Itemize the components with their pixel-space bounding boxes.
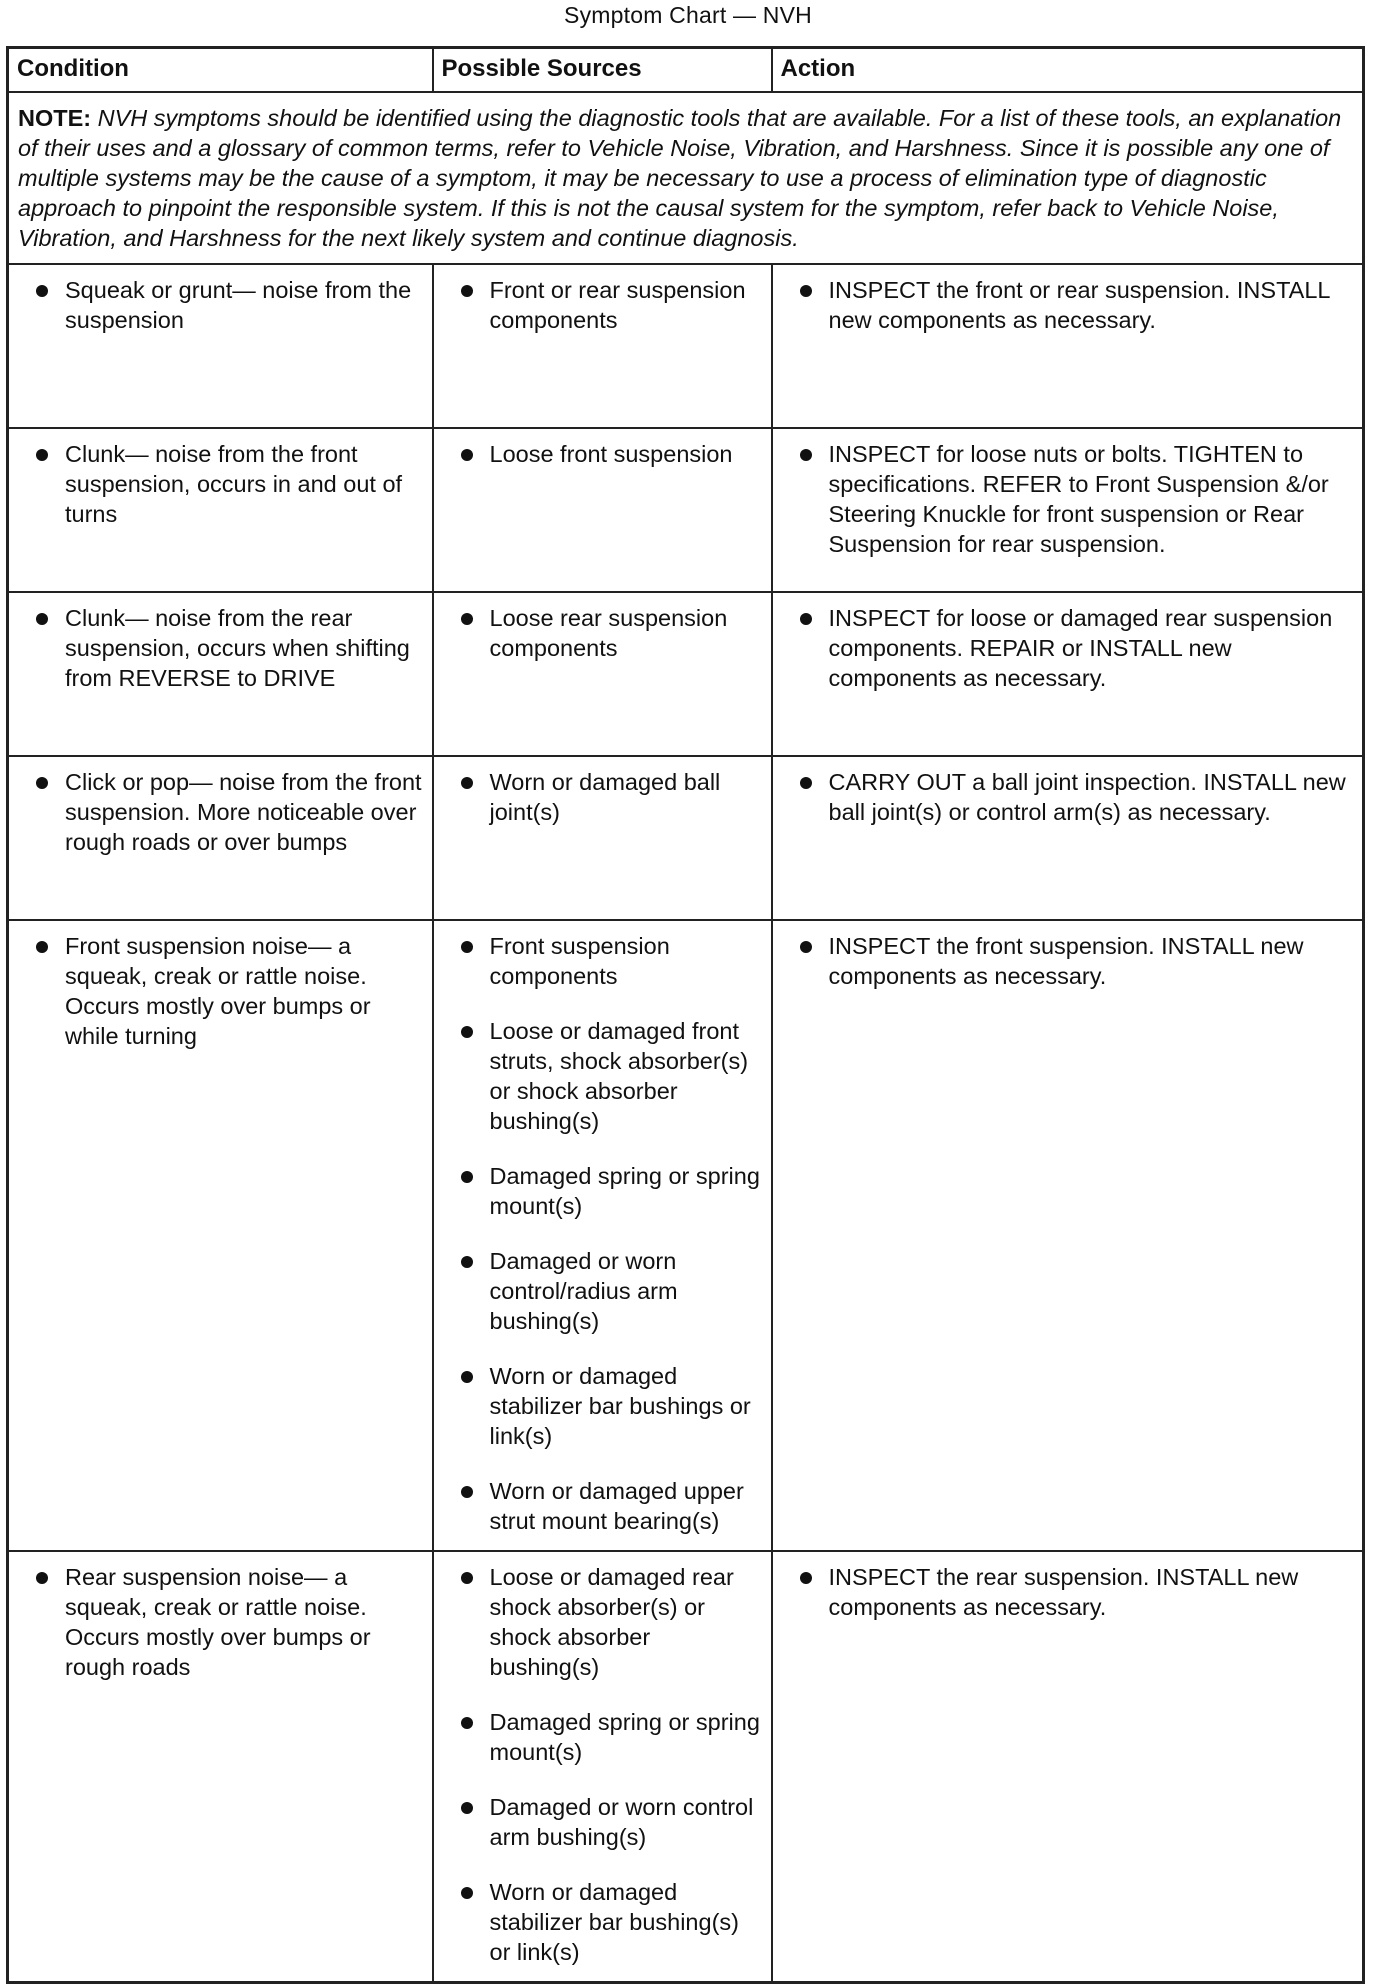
- bullet-icon: [461, 613, 473, 625]
- condition-cell-list: [9, 275, 426, 335]
- list-item: [434, 1476, 765, 1536]
- list-item: [434, 439, 765, 469]
- list-item: [434, 1792, 765, 1852]
- list-item-text: Front suspension components: [489, 932, 670, 989]
- action-cell: [772, 428, 1364, 592]
- bullet-icon: [461, 1371, 473, 1383]
- action-cell: [772, 264, 1364, 428]
- list-item: [773, 439, 1357, 559]
- action-cell-list: [773, 603, 1357, 693]
- list-item-text: Damaged spring or spring mount(s): [489, 1162, 760, 1219]
- note-text: NVH symptoms should be identified using the diagnostic tools that are available. For a list of these tools, an explanation of their uses and a glossary of common terms, refer to Vehicle Noise, Vibration, and Harshness. Since it is possible any one of multiple systems may be the cause of a symptom, it may be necessary to use a process of elimination type of diagnostic approach to pinpoint the responsible system. If this is not the causal system for the symptom, refer back to Vehicle Noise, Vibration, and Harshness for the next likely system and continue diagnosis.: [18, 104, 1342, 251]
- list-item-text: Loose or damaged rear shock absorber(s) or shock absorber bushing(s): [489, 1563, 734, 1680]
- list-item: [9, 275, 426, 335]
- condition-cell: [8, 1551, 433, 1983]
- list-item: [9, 1562, 426, 1682]
- condition-cell-list: [9, 767, 426, 857]
- list-item: [434, 1246, 765, 1336]
- table-row: [8, 1551, 1364, 1983]
- list-item: [434, 1161, 765, 1221]
- sources-cell: [433, 1551, 772, 1983]
- bullet-icon: [461, 1802, 473, 1814]
- list-item: [434, 275, 765, 335]
- action-cell: [772, 1551, 1364, 1983]
- list-item-text: Damaged or worn control/radius arm bushing(s): [489, 1247, 678, 1334]
- condition-cell-list: [9, 439, 426, 529]
- list-item-text: Worn or damaged upper strut mount bearing(s): [489, 1477, 744, 1534]
- list-item: [434, 1361, 765, 1451]
- list-item-text: Worn or damaged stabilizer bar bushing(s) or link(s): [489, 1878, 739, 1965]
- condition-cell: [8, 428, 433, 592]
- sources-cell: [433, 592, 772, 756]
- bullet-icon: [800, 285, 812, 297]
- list-item-text: Rear suspension noise— a squeak, creak or rattle noise. Occurs mostly over bumps or rough roads: [65, 1563, 371, 1680]
- condition-cell-list: [9, 1562, 426, 1682]
- list-item-text: Clunk— noise from the rear suspension, occurs when shifting from REVERSE to DRIVE: [65, 604, 410, 691]
- list-item-text: Loose rear suspension components: [489, 604, 728, 661]
- list-item: [773, 603, 1357, 693]
- list-item: [773, 1562, 1357, 1622]
- note-row: [8, 92, 1364, 264]
- bullet-icon: [800, 1572, 812, 1584]
- bullet-icon: [36, 941, 48, 953]
- list-item: [434, 1707, 765, 1767]
- bullet-icon: [800, 613, 812, 625]
- table-row: [8, 756, 1364, 920]
- bullet-icon: [800, 449, 812, 461]
- list-item-text: INSPECT the front suspension. INSTALL new components as necessary.: [828, 932, 1304, 989]
- list-item: [434, 1562, 765, 1682]
- note-label: NOTE:: [18, 104, 92, 131]
- list-item-text: Click or pop— noise from the front suspension. More noticeable over rough roads or over bumps: [65, 768, 422, 855]
- action-cell-list: [773, 1562, 1357, 1622]
- table-row: [8, 428, 1364, 592]
- list-item-text: Squeak or grunt— noise from the suspension: [65, 276, 412, 333]
- bullet-icon: [461, 777, 473, 789]
- bullet-icon: [36, 285, 48, 297]
- list-item: [434, 1877, 765, 1967]
- table-row: [8, 920, 1364, 1551]
- action-cell-list: [773, 439, 1357, 559]
- bullet-icon: [461, 285, 473, 297]
- bullet-icon: [36, 1572, 48, 1584]
- list-item: [9, 439, 426, 529]
- sources-cell: [433, 756, 772, 920]
- list-item: [773, 275, 1357, 335]
- sources-cell-list: [434, 931, 765, 1536]
- list-item-text: Loose or damaged front struts, shock absorber(s) or shock absorber bushing(s): [489, 1017, 749, 1134]
- bullet-icon: [461, 1486, 473, 1498]
- table-row: [8, 592, 1364, 756]
- symptom-chart-table: [6, 46, 1365, 1984]
- list-item-text: Loose front suspension: [489, 440, 733, 467]
- sources-cell-list: [434, 439, 765, 469]
- list-item-text: CARRY OUT a ball joint inspection. INSTALL new ball joint(s) or control arm(s) as necessary.: [828, 768, 1346, 825]
- page-title: Symptom Chart — NVH: [564, 2, 812, 28]
- sources-cell-list: [434, 1562, 765, 1967]
- column-header-possible-sources: Possible Sources: [433, 48, 772, 92]
- condition-cell: [8, 264, 433, 428]
- list-item-text: Worn or damaged stabilizer bar bushings or link(s): [489, 1362, 751, 1449]
- bullet-icon: [461, 941, 473, 953]
- list-item-text: INSPECT for loose or damaged rear suspension components. REPAIR or INSTALL new components as necessary.: [828, 604, 1333, 691]
- list-item: [773, 767, 1357, 827]
- bullet-icon: [461, 449, 473, 461]
- sources-cell-list: [434, 767, 765, 827]
- bullet-icon: [461, 1887, 473, 1899]
- list-item: [773, 931, 1357, 991]
- bullet-icon: [461, 1171, 473, 1183]
- bullet-icon: [36, 777, 48, 789]
- sources-cell-list: [434, 603, 765, 663]
- sources-cell: [433, 264, 772, 428]
- column-header-condition: Condition: [8, 48, 433, 92]
- condition-cell: [8, 592, 433, 756]
- bullet-icon: [461, 1026, 473, 1038]
- list-item-text: Damaged spring or spring mount(s): [489, 1708, 760, 1765]
- list-item: [434, 767, 765, 827]
- list-item: [9, 931, 426, 1051]
- list-item-text: Front suspension noise— a squeak, creak or rattle noise. Occurs mostly over bumps or while turning: [65, 932, 371, 1049]
- list-item: [434, 931, 765, 991]
- action-cell: [772, 920, 1364, 1551]
- sources-cell-list: [434, 275, 765, 335]
- list-item: [434, 1016, 765, 1136]
- bullet-icon: [800, 777, 812, 789]
- bullet-icon: [800, 941, 812, 953]
- list-item: [9, 603, 426, 693]
- sources-cell: [433, 920, 772, 1551]
- list-item-text: INSPECT the front or rear suspension. INSTALL new components as necessary.: [828, 276, 1330, 333]
- header-row: [8, 48, 1364, 92]
- list-item-text: Front or rear suspension components: [489, 276, 746, 333]
- list-item-text: Damaged or worn control arm bushing(s): [489, 1793, 754, 1850]
- list-item-text: INSPECT the rear suspension. INSTALL new components as necessary.: [828, 1563, 1299, 1620]
- condition-cell-list: [9, 603, 426, 693]
- condition-cell: [8, 756, 433, 920]
- bullet-icon: [461, 1717, 473, 1729]
- bullet-icon: [36, 449, 48, 461]
- list-item-text: INSPECT for loose nuts or bolts. TIGHTEN to specifications. REFER to Front Suspension &/or Steering Knuckle for front suspension or Rear Suspension for rear suspension.: [828, 440, 1329, 557]
- list-item: [434, 603, 765, 663]
- bullet-icon: [461, 1572, 473, 1584]
- action-cell-list: [773, 931, 1357, 991]
- action-cell: [772, 756, 1364, 920]
- bullet-icon: [36, 613, 48, 625]
- sources-cell: [433, 428, 772, 592]
- action-cell-list: [773, 767, 1357, 827]
- list-item: [9, 767, 426, 857]
- condition-cell-list: [9, 931, 426, 1051]
- note-cell: [8, 92, 1364, 264]
- list-item-text: Worn or damaged ball joint(s): [489, 768, 721, 825]
- action-cell-list: [773, 275, 1357, 335]
- action-cell: [772, 592, 1364, 756]
- table-row: [8, 264, 1364, 428]
- list-item-text: Clunk— noise from the front suspension, occurs in and out of turns: [65, 440, 403, 527]
- column-header-action: Action: [772, 48, 1364, 92]
- bullet-icon: [461, 1256, 473, 1268]
- condition-cell: [8, 920, 433, 1551]
